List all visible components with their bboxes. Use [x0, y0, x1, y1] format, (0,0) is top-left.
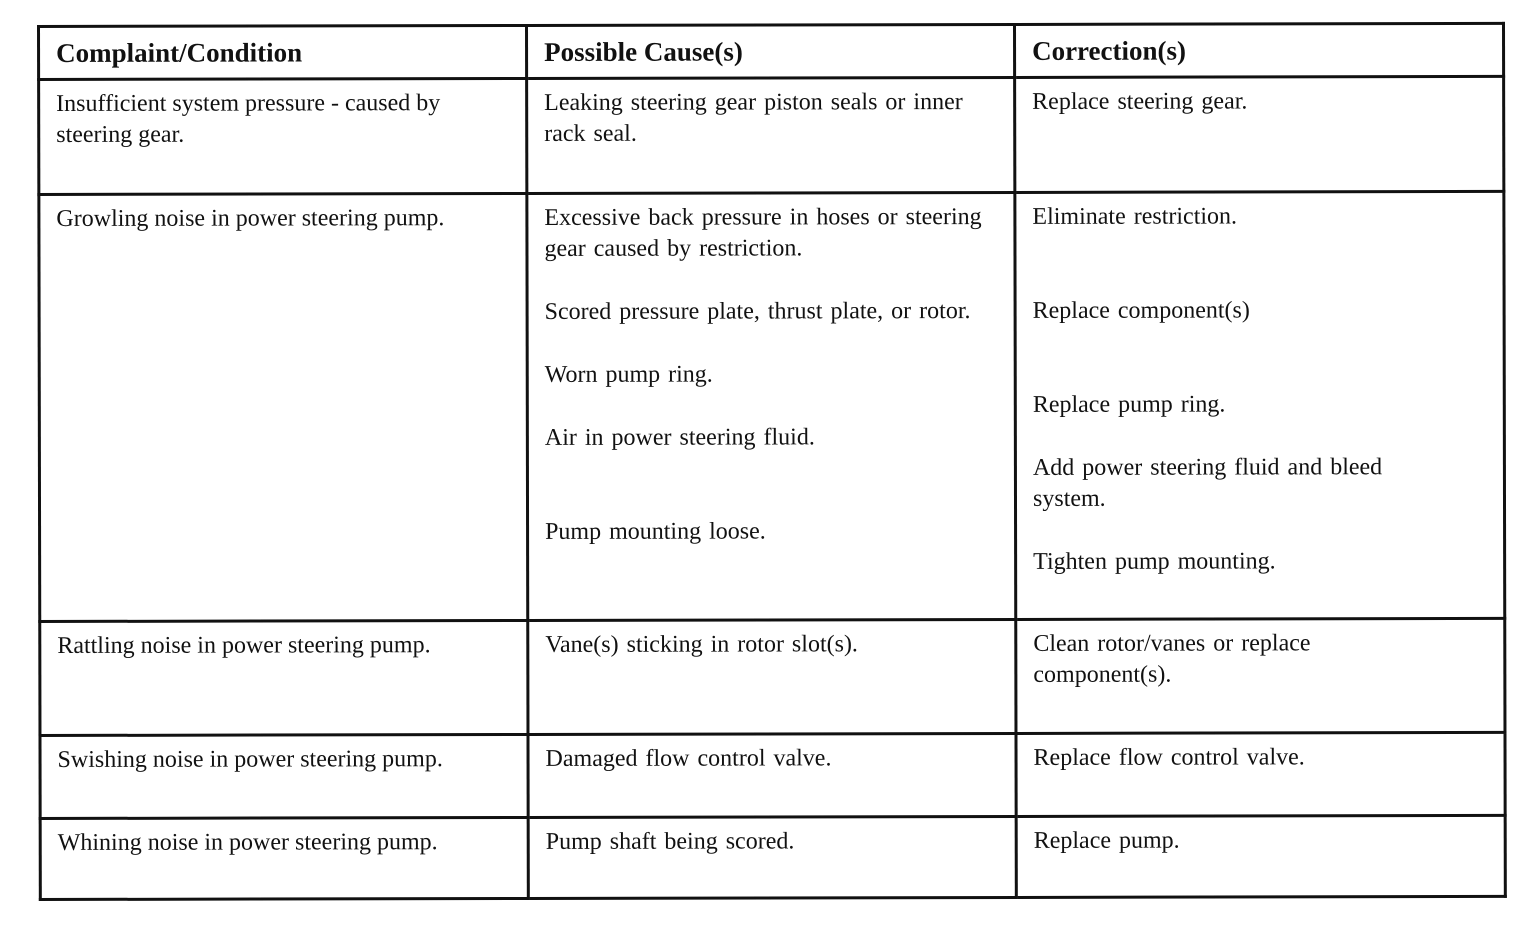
cause-text: Scored pressure plate, thrust plate, or rotor. [544, 298, 971, 325]
condition-text: Growling noise in power steering pump. [56, 205, 445, 232]
correction-cell [1016, 815, 1505, 897]
correction-cell [1016, 732, 1505, 816]
correction-text: Replace steering gear. [1032, 88, 1248, 115]
cause-text: Vane(s) sticking in rotor slot(s). [545, 631, 858, 658]
correction-text: Tighten pump mounting. [1033, 548, 1276, 575]
cause-text: Damaged flow control valve. [545, 745, 832, 772]
table-header-row [39, 23, 1504, 79]
table-row [39, 76, 1504, 194]
condition-cell [40, 817, 528, 899]
condition-cell [39, 78, 527, 194]
condition-text: Whining noise in power steering pump. [57, 829, 438, 856]
cause-text: Excessive back pressure in hoses or steering gear caused by restriction. [544, 204, 982, 262]
cause-text: Leaking steering gear piston seals or inner rack seal. [544, 89, 963, 147]
condition-text: Rattling noise in power steering pump. [57, 632, 431, 659]
cause-text: Pump shaft being scored. [545, 828, 795, 855]
correction-text: Replace pump. [1033, 827, 1180, 854]
correction-text: Replace pump ring. [1032, 391, 1226, 418]
cause-text: Air in power steering fluid. [544, 424, 815, 451]
cause-cell [528, 619, 1016, 734]
cause-cell [527, 77, 1015, 193]
diagnosis-table [37, 22, 1507, 901]
condition-cell [40, 734, 528, 818]
table-row [40, 732, 1505, 818]
correction-cell [1015, 76, 1504, 192]
correction-cell [1015, 191, 1505, 619]
condition-cell [39, 193, 528, 621]
correction-text: Clean rotor/vanes or replace component(s). [1033, 630, 1311, 688]
correction-cell [1016, 618, 1505, 733]
header-complaint-condition: Complaint/Condition [39, 25, 527, 79]
correction-text: Add power steering fluid and bleed system. [1032, 454, 1383, 512]
cause-cell [528, 816, 1016, 898]
correction-text: Replace component(s) [1032, 297, 1250, 324]
cause-text: Worn pump ring. [544, 361, 713, 388]
correction-text: Replace flow control valve. [1033, 744, 1305, 771]
cause-text: Pump mounting loose. [545, 518, 766, 545]
table-row [40, 618, 1505, 735]
table-row [40, 815, 1505, 899]
header-possible-causes: Possible Cause(s) [527, 24, 1015, 78]
table-row [39, 191, 1505, 621]
condition-text: Insufficient system pressure - caused by steering gear. [56, 90, 441, 148]
cause-cell [527, 192, 1016, 620]
cause-cell [528, 733, 1016, 817]
correction-text: Eliminate restriction. [1032, 203, 1238, 230]
condition-cell [40, 620, 528, 735]
condition-text: Swishing noise in power steering pump. [57, 746, 443, 773]
header-corrections: Correction(s) [1015, 23, 1504, 77]
